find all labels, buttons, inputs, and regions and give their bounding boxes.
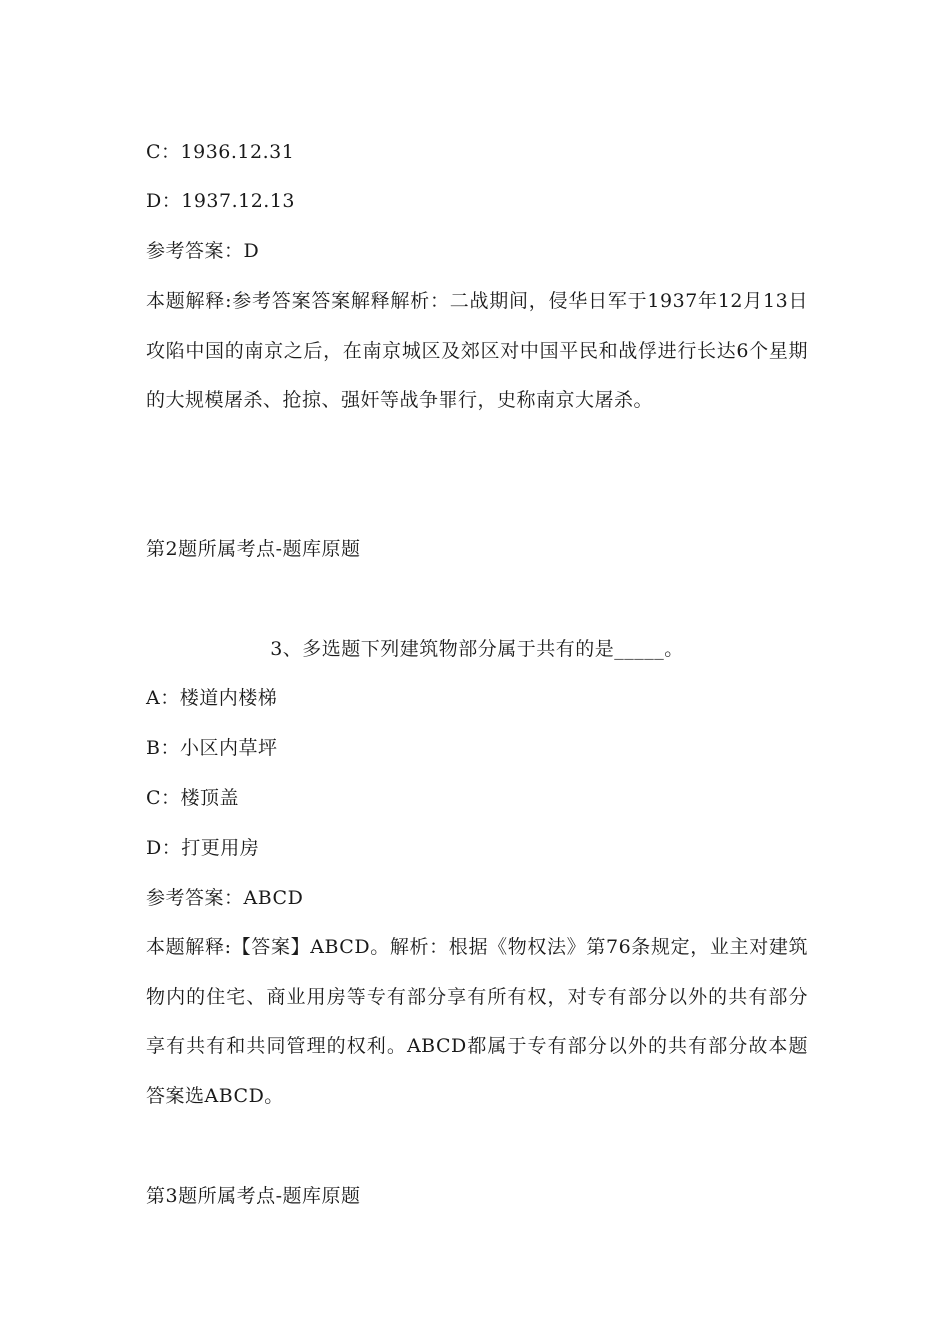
q3-option-a: A：楼道内楼梯: [146, 687, 278, 709]
q3-source: 第3题所属考点-题库原题: [146, 1185, 361, 1207]
q2-option-c: C：1936.12.31: [146, 141, 295, 163]
q3-explanation: 本题解释:【答案】ABCD。解析：根据《物权法》第76条规定，业主对建筑物内的住宅、商业用房等专有部分享有所有权，对专有部分以外的共有部分享有共有和共同管理的权利。ABCD都属于专有部分以外的共有部分故本题答案选ABCD。: [146, 936, 808, 1107]
q3-question: 3、多选题下列建筑物部分属于共有的是_____。: [270, 638, 684, 660]
q2-option-d: D：1937.12.13: [146, 190, 296, 212]
q3-option-c: C：楼顶盖: [146, 787, 240, 809]
q2-explanation: 本题解释:参考答案答案解释解析：二战期间，侵华日军于1937年12月13日攻陷中国的南京之后，在南京城区及郊区对中国平民和战俘进行长达6个星期的大规模屠杀、抢掠、强奸等战争罪行，史称南京大屠杀。: [146, 290, 808, 411]
q3-answer: 参考答案：ABCD: [146, 887, 304, 909]
q3-option-b: B：小区内草坪: [146, 737, 278, 759]
q2-source: 第2题所属考点-题库原题: [146, 538, 361, 560]
q3-option-d: D：打更用房: [146, 837, 260, 859]
q2-answer: 参考答案：D: [146, 240, 260, 262]
